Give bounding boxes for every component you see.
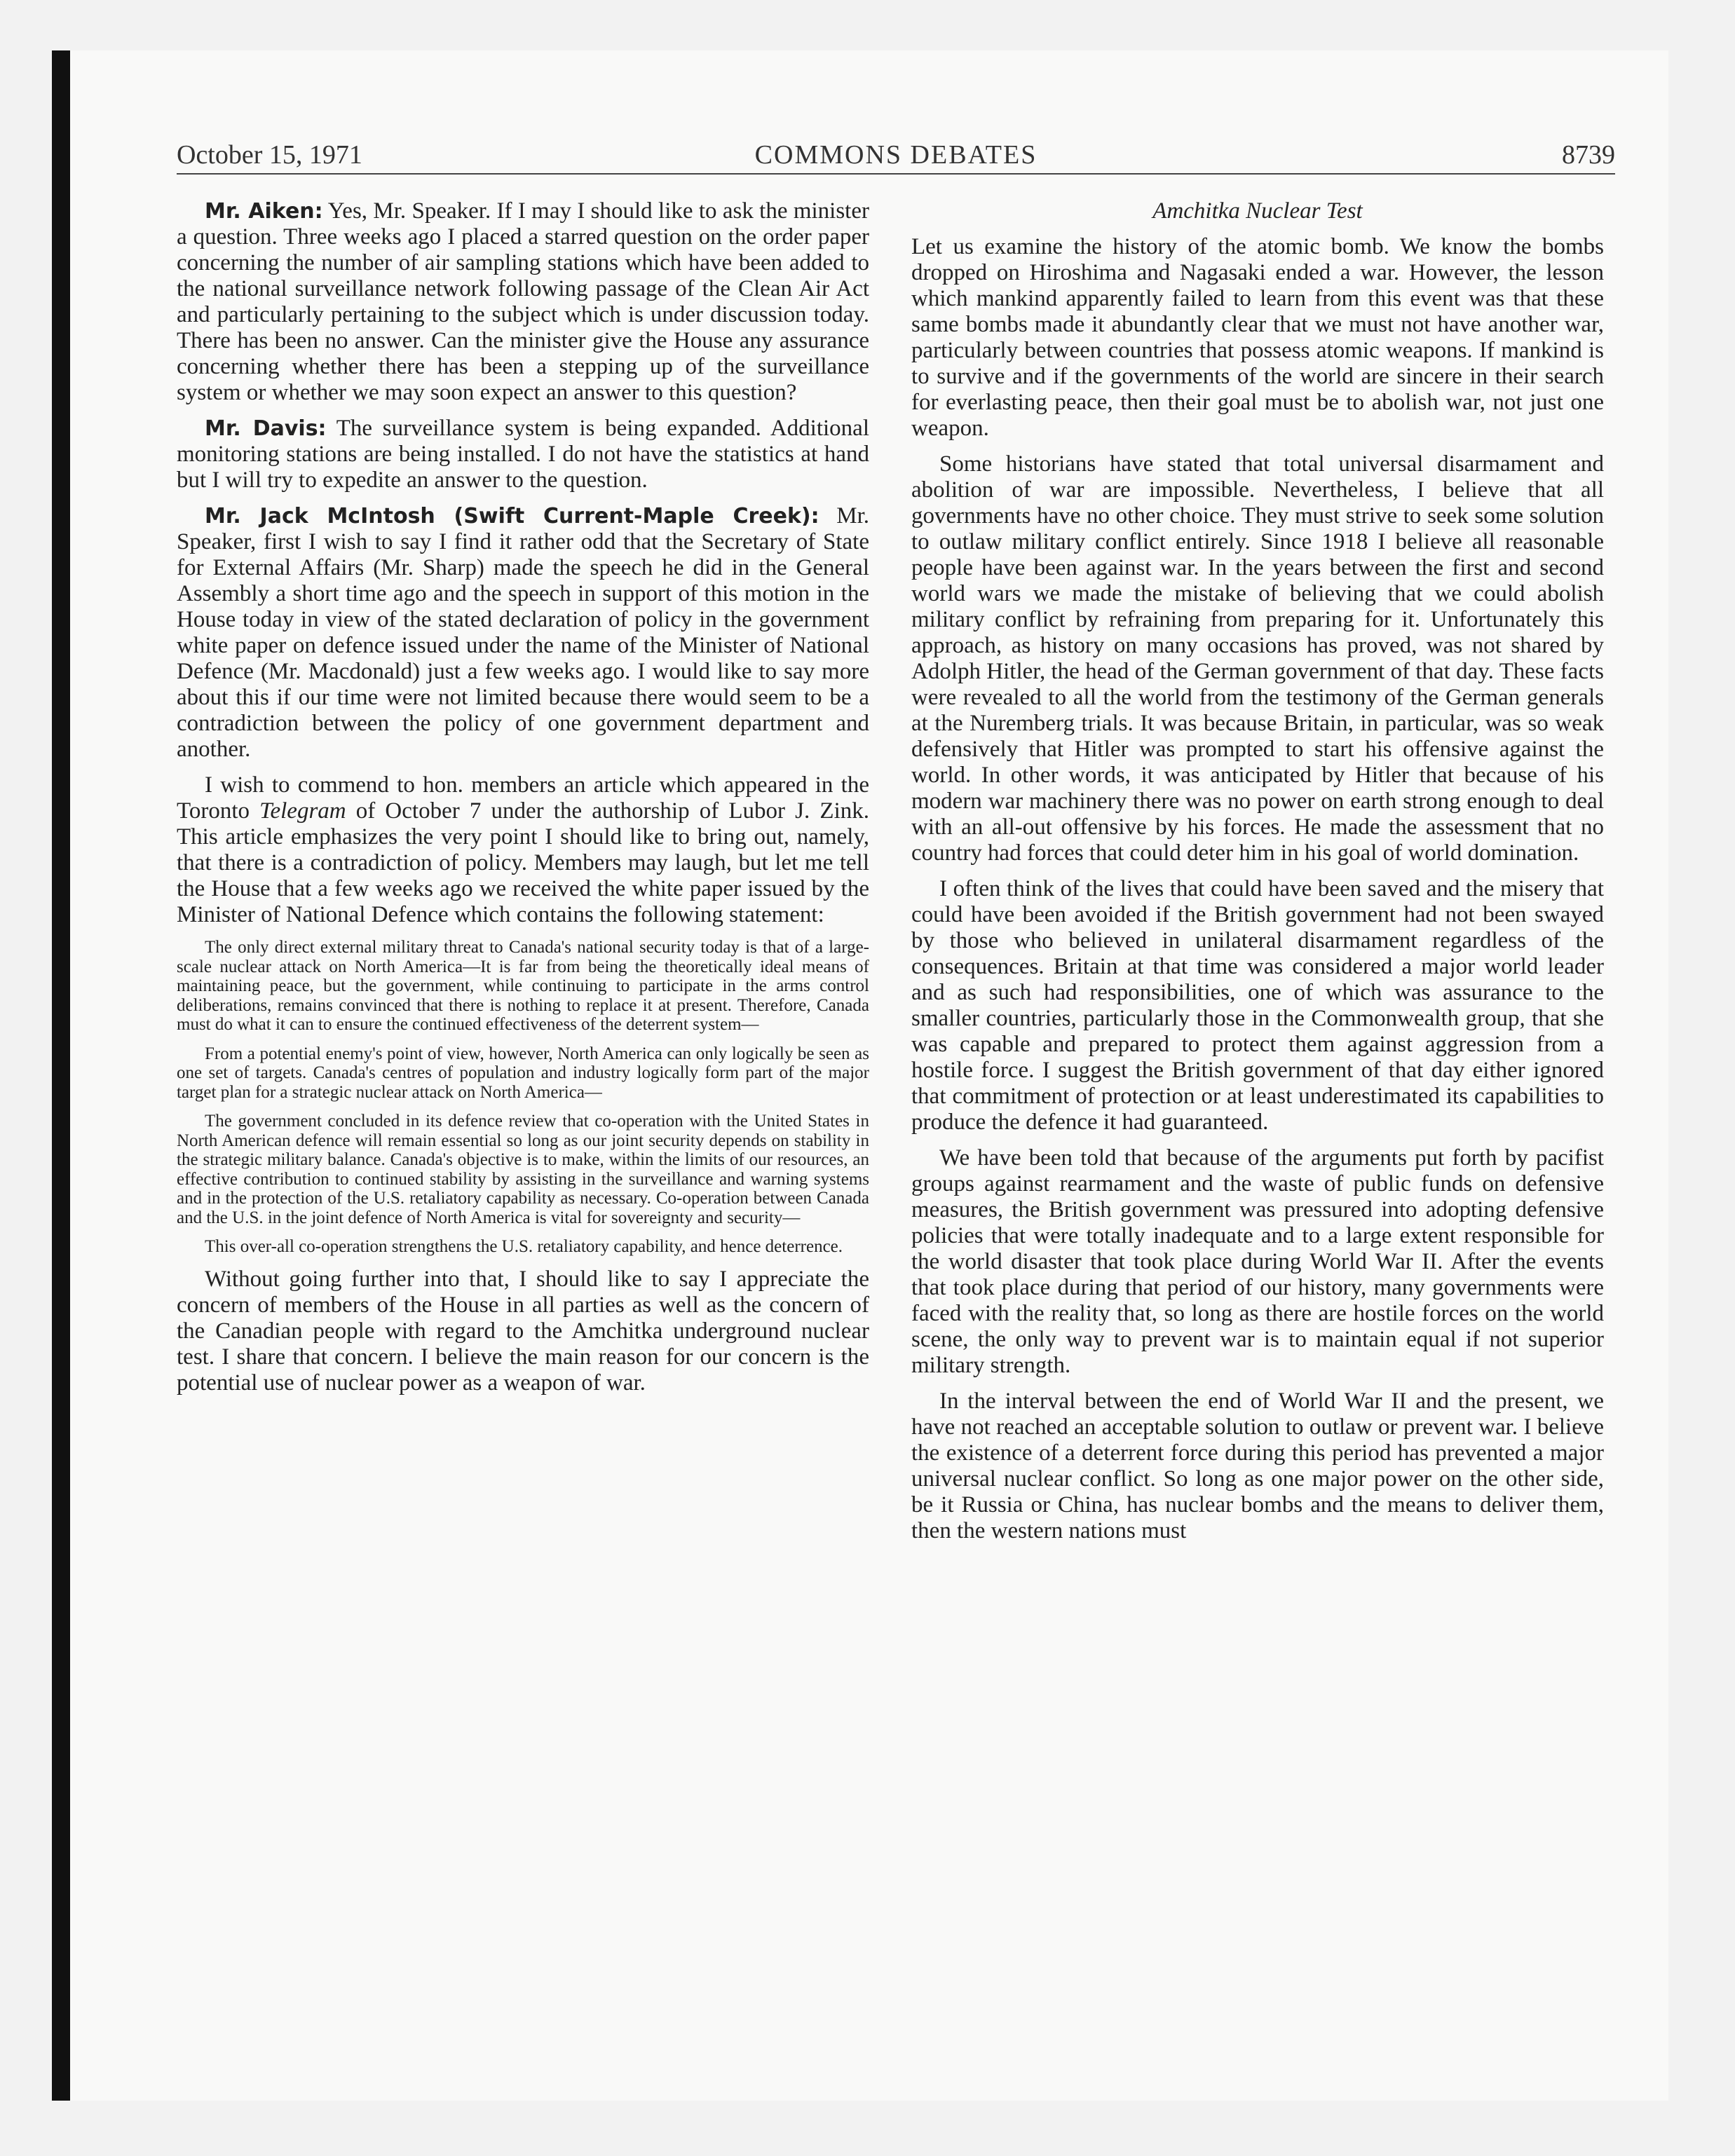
section-title: Amchitka Nuclear Test <box>1152 198 1363 224</box>
block-quote: The government concluded in its defence review that co-operation with the United States in North American defence will remain essential so long as our joint security depends on stability in the strategic military balance. Canada's objective is to make, within the limits of our resources, an effective contribution to continued stability by assisting in the surveillance and warning systems and in the protection of the U.S. retaliatory capability as necessary. Co-operation between Canada and the U.S. in the joint defence of North America is vital for sovereignty and security— <box>177 1112 869 1227</box>
paragraph <box>177 772 869 928</box>
paragraph: Without going further into that, I should like to say I appreciate the concern of members of the House in all parties as well as the concern of the Canadian people with regard to the Amchitka underground nuclear test. I share that concern. I believe the main reason for our concern is the potential use of nuclear power as a weapon of war. <box>177 1266 869 1396</box>
paragraph-text: of October 7 under the authorship of Lubor J. Zink. This article emphasizes the very point I should like to bring out, namely, that there is a contradiction of policy. Members may laugh, but let me tell the House that a few weeks ago we received the white paper issued by the Minister of National Defence which contains the following statement: <box>177 798 869 927</box>
paragraph-text: Mr. Speaker, first I wish to say I find it rather odd that the Secretary of State for External Affairs (Mr. Sharp) made the speech he did in the General Assembly a short time ago and the speech in support of this motion in the House today in view of the stated declaration of policy in the government white paper on defence issued under the name of the Minister of National Defence (Mr. Macdonald) just a few weeks ago. I would like to say more about this if our time were not limited because there would seem to be a contradiction between the policy of one government department and another. <box>177 503 869 762</box>
paragraph: Let us examine the history of the atomic bomb. We know the bombs dropped on Hiroshima and Nagasaki ended a war. However, the lesson which mankind apparently failed to learn from this event was that these same bombs made it abundantly clear that we must not have another war, particularly between countries that possess atomic weapons. If mankind is to survive and if the governments of the world are sincere in their search for everlasting peace, then their goal must be to abolish war, not just one weapon. <box>911 234 1604 441</box>
scan-edge-bar <box>52 50 70 2101</box>
block-quote: The only direct external military threat to Canada's national security today is that of a large-scale nuclear attack on North America—It is far from being the theoretically ideal means of maintaining peace, but the government, while continuing to participate in the arms control deliberations, remains convinced that there is nothing to replace it at present. Therefore, Canada must do what it can to ensure the continued effectiveness of the deterrent system— <box>177 938 869 1034</box>
paragraph: In the interval between the end of World War II and the present, we have not reached an acceptable solution to outlaw or prevent war. I believe the existence of a deterrent force during this period has prevented a major universal nuclear conflict. So long as one major power on the other side, be it Russia or China, has nuclear bombs and the means to deliver them, then the western nations must <box>911 1389 1604 1543</box>
paragraph <box>177 503 869 763</box>
speaker-name: Mr. Davis: <box>205 416 327 441</box>
newspaper-name: Telegram <box>259 798 346 824</box>
block-quote: This over-all co-operation strengthens the U.S. retaliatory capability, and hence deterrence. <box>205 1237 843 1256</box>
left-column <box>177 198 869 1406</box>
right-column <box>911 198 1604 1554</box>
page-header <box>177 137 1615 175</box>
block-quote: From a potential enemy's point of view, however, North America can only logically be seen as one set of targets. Canada's centres of population and industry logically form part of the major target plan for a strategic nuclear attack on North America— <box>177 1044 869 1102</box>
paragraph: We have been told that because of the arguments put forth by pacifist groups against rearmament and the waste of public funds on defensive measures, the British government was pressured into adopting defensive policies that were totally inadequate and to a large extent responsible for the world disaster that took place during World War II. After the events that took place during that period of our history, many governments were faced with the reality that, so long as there are hostile forces on the world scene, the only way to prevent war is to maintain equal if not superior military strength. <box>911 1145 1604 1378</box>
header-title: COMMONS DEBATES <box>754 140 1037 170</box>
paragraph <box>177 198 869 406</box>
paragraph: I often think of the lives that could have been saved and the misery that could have been avoided if the British government had not been swayed by those who believed in unilateral disarmament regardless of the consequences. Britain at that time was considered a major world leader and as such had responsibilities, one of which was assurance to the smaller countries, particularly those in the Commonwealth group, that she was capable and prepared to protect them against aggression from a hostile force. I suggest the British government of that day either ignored that commitment of protection or at least underestimated its capabilities to produce the defence it had guaranteed. <box>911 876 1604 1135</box>
paragraph-text: The surveillance system is being expanded. Additional monitoring stations are being installed. I do not have the statistics at hand but I will try to expedite an answer to the question. <box>177 416 869 493</box>
paragraph-text: Yes, Mr. Speaker. If I may I should like to ask the minister a question. Three weeks ago I placed a starred question on the order paper concerning the number of air sampling stations which have been added to the national surveillance network following passage of the Clean Air Act and particularly pertaining to the subject which is under discussion today. There has been no answer. Can the minister give the House any assurance concerning whether there has been a stepping up of the surveillance system or whether we may soon expect an answer to this question? <box>177 198 869 405</box>
paragraph <box>177 416 869 493</box>
header-date: October 15, 1971 <box>177 140 362 170</box>
speaker-name: Mr. Jack McIntosh (Swift Current-Maple Creek): <box>205 504 819 528</box>
speaker-name: Mr. Aiken: <box>205 199 323 224</box>
header-page-number: 8739 <box>1562 140 1615 170</box>
paragraph: Some historians have stated that total universal disarmament and abolition of war are impossible. Nevertheless, I believe that all governments have no other choice. They must strive to seek some solution to outlaw military conflict entirely. Since 1918 I believe all reasonable people have been against war. In the years between the first and second world wars we made the mistake of believing that we could abolish military conflict by refraining from preparing for it. Unfortunately this approach, as history on many occasions has proved, was not shared by Adolph Hitler, the head of the German government of that day. These facts were revealed to all the world from the testimony of the German generals at the Nuremberg trials. It was because Britain, in particular, was so weak defensively that Hitler was prompted to start his offensive against the world. In other words, it was anticipated by Hitler that because of his modern war machinery there was no power on earth strong enough to deal with an all-out offensive by his forces. He made the assessment that no country had forces that could deter him in his goal of world domination. <box>911 451 1604 866</box>
paragraph-text: I wish to commend to hon. members an article which appeared in the Toronto <box>177 772 869 824</box>
